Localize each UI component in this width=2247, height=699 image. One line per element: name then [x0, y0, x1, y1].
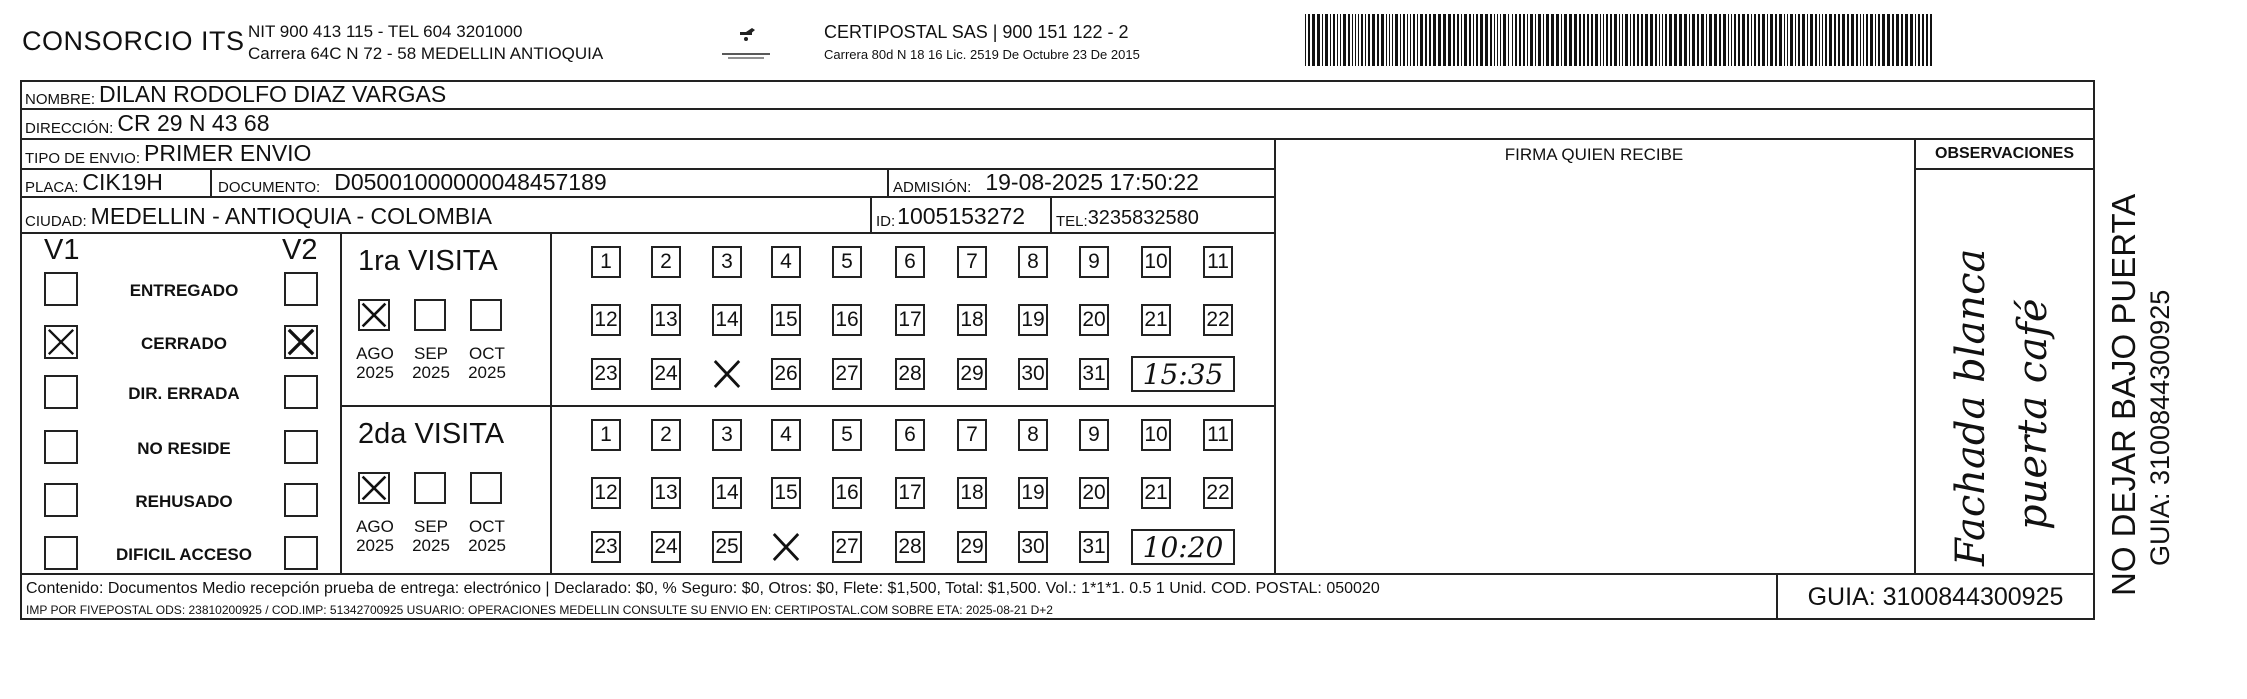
month-label — [404, 517, 458, 555]
admission-date: 19-08-2025 17:50:22 — [985, 169, 1199, 195]
month-name: OCT — [469, 517, 505, 536]
v2-checkbox[interactable] — [284, 483, 318, 517]
day-number: 2 — [660, 423, 672, 446]
status-label: CERRADO — [141, 334, 227, 353]
month-checkbox[interactable] — [358, 472, 390, 504]
address-row — [25, 109, 269, 137]
month-checkbox[interactable] — [358, 299, 390, 331]
plate: CIK19H — [82, 169, 163, 195]
day-box[interactable] — [591, 419, 621, 451]
recipient-name: DILAN RODOLFO DIAZ VARGAS — [99, 81, 447, 107]
visit-time: 10:20 — [1131, 529, 1235, 565]
id-row — [876, 200, 1025, 230]
day-number: 2 — [660, 250, 672, 273]
day-box[interactable] — [591, 358, 621, 390]
day-number: 11 — [1207, 250, 1229, 273]
v2-checkbox[interactable] — [284, 375, 318, 409]
document-number: D05001000000048457189 — [334, 169, 607, 195]
day-number: 7 — [966, 423, 978, 446]
day-box[interactable] — [832, 246, 862, 278]
day-box[interactable] — [591, 304, 621, 336]
day-number: 8 — [1027, 423, 1039, 446]
day-box[interactable] — [1141, 304, 1171, 336]
day-number: 22 — [1206, 308, 1230, 331]
day-box[interactable] — [895, 246, 925, 278]
visit-title: 2da VISITA — [358, 418, 505, 450]
month-name: OCT — [469, 344, 505, 363]
month-year: 2025 — [356, 536, 394, 555]
phone-row — [1056, 200, 1199, 230]
day-number: 21 — [1144, 481, 1168, 504]
day-number: 3 — [721, 250, 733, 273]
day-number: 19 — [1021, 481, 1045, 504]
documento-label: DOCUMENTO: — [218, 179, 321, 196]
day-number: 4 — [780, 250, 792, 273]
day-box[interactable] — [1018, 246, 1048, 278]
v1-checkbox[interactable] — [44, 272, 78, 306]
day-number: 27 — [835, 362, 859, 385]
observations-header: OBSERVACIONES — [1935, 145, 2074, 162]
plate-row — [25, 169, 163, 196]
day-number: 24 — [654, 362, 678, 385]
day-box[interactable] — [1018, 477, 1048, 509]
visit-time: 15:35 — [1131, 356, 1235, 392]
v2-checkbox[interactable] — [284, 325, 318, 359]
v1-label: V1 — [44, 234, 80, 266]
day-box[interactable] — [895, 531, 925, 563]
day-number: 1 — [600, 423, 612, 446]
day-box[interactable] — [957, 358, 987, 390]
day-number: 9 — [1088, 250, 1100, 273]
day-number: 21 — [1144, 308, 1168, 331]
day-number: 25 — [715, 535, 739, 558]
day-number: 20 — [1082, 308, 1106, 331]
day-number: 16 — [835, 481, 859, 504]
no-leave-under-door: NO DEJAR BAJO PUERTA — [2105, 193, 2142, 596]
day-box[interactable] — [651, 531, 681, 563]
day-number: 30 — [1021, 535, 1045, 558]
month-year: 2025 — [356, 363, 394, 382]
day-box[interactable] — [712, 246, 742, 278]
day-number: 8 — [1027, 250, 1039, 273]
recipient-id: 1005153272 — [897, 203, 1026, 229]
day-number: 1 — [600, 250, 612, 273]
day-number: 14 — [715, 481, 739, 504]
day-box[interactable] — [895, 358, 925, 390]
v1-checkbox[interactable] — [44, 375, 78, 409]
city: MEDELLIN - ANTIOQUIA - COLOMBIA — [90, 203, 492, 229]
day-box[interactable] — [771, 358, 801, 390]
month-label — [348, 517, 402, 555]
month-label — [404, 344, 458, 382]
day-box[interactable] — [712, 304, 742, 336]
admission-row — [893, 169, 1199, 196]
day-number: 28 — [898, 362, 922, 385]
day-box[interactable] — [591, 531, 621, 563]
month-year: 2025 — [468, 536, 506, 555]
shipment-type: PRIMER ENVIO — [144, 140, 312, 166]
day-box[interactable] — [771, 419, 801, 451]
day-number: 20 — [1082, 481, 1106, 504]
day-box[interactable] — [895, 419, 925, 451]
day-number: 11 — [1207, 423, 1229, 446]
day-box[interactable] — [957, 477, 987, 509]
admision-label: ADMISIÓN: — [893, 179, 972, 196]
day-number: 22 — [1206, 481, 1230, 504]
day-number: 4 — [780, 423, 792, 446]
day-number: 23 — [594, 535, 618, 558]
day-number: 6 — [904, 250, 916, 273]
day-box[interactable] — [832, 531, 862, 563]
day-box[interactable] — [1018, 419, 1048, 451]
day-box[interactable] — [1203, 246, 1233, 278]
day-number: 3 — [721, 423, 733, 446]
day-number: 18 — [960, 481, 984, 504]
day-number: 31 — [1082, 535, 1106, 558]
month-label — [348, 344, 402, 382]
day-number: 16 — [835, 308, 859, 331]
day-box[interactable] — [591, 246, 621, 278]
day-box[interactable] — [1079, 358, 1109, 390]
day-box[interactable] — [651, 358, 681, 390]
day-box[interactable] — [1141, 477, 1171, 509]
day-box[interactable] — [1203, 419, 1233, 451]
month-year: 2025 — [412, 363, 450, 382]
day-box[interactable] — [771, 246, 801, 278]
observation-line-1: Fachada blanca — [1948, 248, 1994, 566]
guide-number: GUIA: 3100844300925 — [1807, 583, 2064, 611]
day-box[interactable] — [1079, 531, 1109, 563]
day-number: 29 — [960, 535, 984, 558]
day-number: 18 — [960, 308, 984, 331]
month-checkbox[interactable] — [414, 299, 446, 331]
status-label: NO RESIDE — [137, 439, 231, 458]
day-box[interactable] — [712, 419, 742, 451]
day-number: 13 — [654, 481, 678, 504]
recipient-phone: 3235832580 — [1087, 207, 1199, 229]
month-checkbox[interactable] — [414, 472, 446, 504]
v1-checkbox[interactable] — [44, 483, 78, 517]
day-number: 15 — [774, 481, 798, 504]
v2-checkbox[interactable] — [284, 430, 318, 464]
month-label — [460, 517, 514, 555]
day-box[interactable] — [651, 246, 681, 278]
day-box[interactable] — [832, 477, 862, 509]
day-box[interactable] — [651, 477, 681, 509]
day-box[interactable] — [651, 419, 681, 451]
month-name: AGO — [356, 344, 394, 363]
day-box[interactable] — [1079, 419, 1109, 451]
day-number: 12 — [594, 308, 618, 331]
day-number: 30 — [1021, 362, 1045, 385]
day-number: 23 — [594, 362, 618, 385]
day-number: 12 — [594, 481, 618, 504]
day-number: 19 — [1021, 308, 1045, 331]
day-box[interactable] — [712, 358, 742, 390]
day-box[interactable] — [1018, 304, 1048, 336]
day-box[interactable] — [1203, 477, 1233, 509]
day-number: 5 — [841, 423, 853, 446]
document-row — [218, 169, 607, 196]
day-box[interactable] — [771, 531, 801, 563]
day-box[interactable] — [957, 419, 987, 451]
month-name: AGO — [356, 517, 394, 536]
day-box[interactable] — [957, 246, 987, 278]
v1-checkbox[interactable] — [44, 430, 78, 464]
day-box[interactable] — [712, 531, 742, 563]
company-name: CONSORCIO ITS — [22, 26, 245, 56]
day-number: 10 — [1144, 250, 1168, 273]
day-box[interactable] — [1141, 419, 1171, 451]
certipostal-logo — [718, 24, 774, 64]
day-box[interactable] — [771, 477, 801, 509]
day-box[interactable] — [957, 304, 987, 336]
tel-label: TEL: — [1056, 213, 1088, 230]
day-box[interactable] — [1018, 358, 1048, 390]
day-number: 29 — [960, 362, 984, 385]
content-details: Contenido: Documentos Medio recepción prueba de entrega: electrónico | Declarado: $0, % Seguro: $0, Otros: $0, Flete: $1,500, Total: $1,500. Vol.: 1*1*1. 0.5 1 Unid. COD. POSTAL: 050020 — [26, 580, 1380, 597]
day-number: 26 — [774, 362, 798, 385]
month-year: 2025 — [468, 363, 506, 382]
nombre-label: NOMBRE: — [25, 91, 96, 108]
day-box[interactable] — [832, 358, 862, 390]
day-number: 14 — [715, 308, 739, 331]
day-box[interactable] — [895, 477, 925, 509]
recipient-name-row — [25, 80, 446, 108]
company-address: Carrera 64C N 72 - 58 MEDELLIN ANTIOQUIA — [248, 44, 604, 63]
day-number: 10 — [1144, 423, 1168, 446]
city-row — [25, 200, 492, 230]
day-box[interactable] — [1018, 531, 1048, 563]
month-label — [460, 344, 514, 382]
day-box[interactable] — [1141, 246, 1171, 278]
month-name: SEP — [413, 344, 449, 363]
day-box[interactable] — [957, 531, 987, 563]
signature-header: FIRMA QUIEN RECIBE — [1504, 145, 1684, 164]
day-number: 5 — [841, 250, 853, 273]
day-number: 15 — [774, 308, 798, 331]
month-year: 2025 — [412, 536, 450, 555]
day-box[interactable] — [1203, 304, 1233, 336]
direccion-label: DIRECCIÓN: — [25, 120, 114, 137]
day-box[interactable] — [1079, 477, 1109, 509]
day-number: 24 — [654, 535, 678, 558]
month-name: SEP — [413, 517, 449, 536]
day-number: 28 — [898, 535, 922, 558]
barcode — [1305, 14, 1937, 66]
day-box[interactable] — [832, 419, 862, 451]
day-box[interactable] — [1079, 246, 1109, 278]
recipient-address: CR 29 N 43 68 — [117, 110, 270, 136]
day-box[interactable] — [712, 477, 742, 509]
print-info: IMP POR FIVEPOSTAL ODS: 23810200925 / COD.IMP: 51342700925 USUARIO: OPERACIONES MEDELLIN CONSULTE SU ENVIO EN: CERTIPOSTAL.COM SOBRE ETA: 2025-08-21 D+2 — [26, 603, 1053, 617]
carrier-info: CERTIPOSTAL SAS | 900 151 122 - 2 — [824, 22, 1129, 42]
ciudad-label: CIUDAD: — [25, 213, 87, 230]
day-box[interactable] — [832, 304, 862, 336]
visit-title: 1ra VISITA — [358, 245, 498, 277]
observation-line-2: puerta café — [2010, 298, 2056, 530]
day-number: 17 — [898, 481, 922, 504]
month-checkbox[interactable] — [470, 472, 502, 504]
day-box[interactable] — [895, 304, 925, 336]
day-number: 6 — [904, 423, 916, 446]
company-nit: NIT 900 413 115 - TEL 604 3201000 — [248, 22, 523, 41]
tipo-label: TIPO DE ENVIO: — [25, 150, 141, 167]
placa-label: PLACA: — [25, 179, 79, 196]
v1-checkbox[interactable] — [44, 325, 78, 359]
status-label: ENTREGADO — [129, 281, 239, 300]
month-checkbox[interactable] — [470, 299, 502, 331]
day-number: 13 — [654, 308, 678, 331]
day-number: 9 — [1088, 423, 1100, 446]
day-number: 7 — [966, 250, 978, 273]
status-label: DIFICIL ACCESO — [115, 545, 252, 564]
day-number: 17 — [898, 308, 922, 331]
day-number: 31 — [1082, 362, 1106, 385]
shipment-type-row — [25, 139, 311, 167]
status-label: REHUSADO — [135, 492, 233, 511]
side-guide-number: GUIA: 3100844300925 — [2145, 289, 2175, 566]
day-box[interactable] — [771, 304, 801, 336]
day-box[interactable] — [1079, 304, 1109, 336]
carrier-license: Carrera 80d N 18 16 Lic. 2519 De Octubre 23 De 2015 — [824, 47, 1140, 62]
v2-checkbox[interactable] — [284, 536, 318, 570]
v2-label: V2 — [282, 234, 318, 266]
day-number: 27 — [835, 535, 859, 558]
day-box[interactable] — [591, 477, 621, 509]
status-label: DIR. ERRADA — [128, 384, 240, 403]
day-box[interactable] — [651, 304, 681, 336]
v1-checkbox[interactable] — [44, 536, 78, 570]
id-label: ID: — [876, 213, 896, 230]
v2-checkbox[interactable] — [284, 272, 318, 306]
